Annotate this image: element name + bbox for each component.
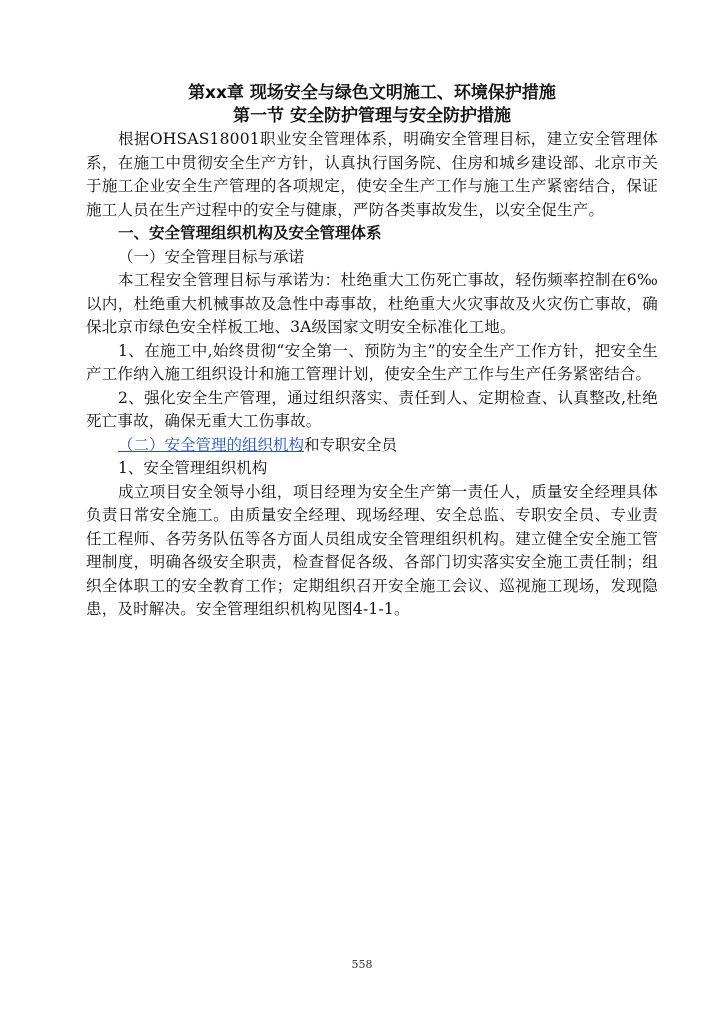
chapter-title: 第xx章 现场安全与绿色文明施工、环境保护措施: [188, 83, 556, 103]
subheading-organization-item-1: 1、安全管理组织机构: [118, 459, 268, 477]
organization-link[interactable]: （二）安全管理的组织机构: [118, 435, 305, 454]
heading-safety-organization: 一、安全管理组织机构及安全管理体系: [118, 224, 382, 242]
subheading-organization-rest: 和专职安全员: [304, 435, 398, 454]
list-item-2: 2、强化安全生产管理，通过组织落实、责任到人、定期检查、认真整改,杜绝死亡事故，确保无重大工伤事故。: [86, 388, 658, 430]
subheading-organization: [86, 434, 658, 458]
paragraph-organization: 成立项目安全领导小组，项目经理为安全生产第一责任人，质量安全经理具体负责日常安全施工。由质量安全经理、现场经理、安全总监、专职安全员、专业责任工程师、各劳务队伍等各方面人员组成安全管理组织机构。建立健全安全施工管理制度，明确各级安全职责，检查督促各级、各部门切实落实安全施工责任制；组织全体职工的安全教育工作；定期组织召开安全施工会议、巡视施工现场，发现隐患，及时解决。安全管理组织机构见图4-1-1。: [86, 482, 658, 618]
paragraph-goals: 本工程安全管理目标与承诺为：杜绝重大工伤死亡事故，轻伤频率控制在6‰以内，杜绝重大机械事故及急性中毒事故，杜绝重大火灾事故及火灾伤亡事故，确保北京市绿色安全样板工地、3A级国家文明安全标准化工地。: [86, 271, 658, 336]
subheading-goals: （一）安全管理目标与承诺: [118, 247, 305, 266]
list-item-1: 1、在施工中,始终贯彻“安全第一、预防为主”的安全生产工作方针，把安全生产工作纳入施工组织设计和施工管理计划，使安全生产工作与生产任务紧密结合。: [86, 341, 658, 383]
section-title: 第一节 安全防护管理与安全防护措施: [233, 106, 511, 126]
page-number: 558: [351, 958, 373, 971]
document-page: [86, 82, 658, 622]
intro-paragraph: 根据OHSAS18001职业安全管理体系，明确安全管理目标，建立安全管理体系，在施工中贯彻安全生产方针，认真执行国务院、住房和城乡建设部、北京市关于施工企业安全生产管理的各项规定，使安全生产工作与施工生产紧密结合，保证施工人员在生产过程中的安全与健康，严防各类事故发生，以安全促生产。: [86, 130, 658, 219]
